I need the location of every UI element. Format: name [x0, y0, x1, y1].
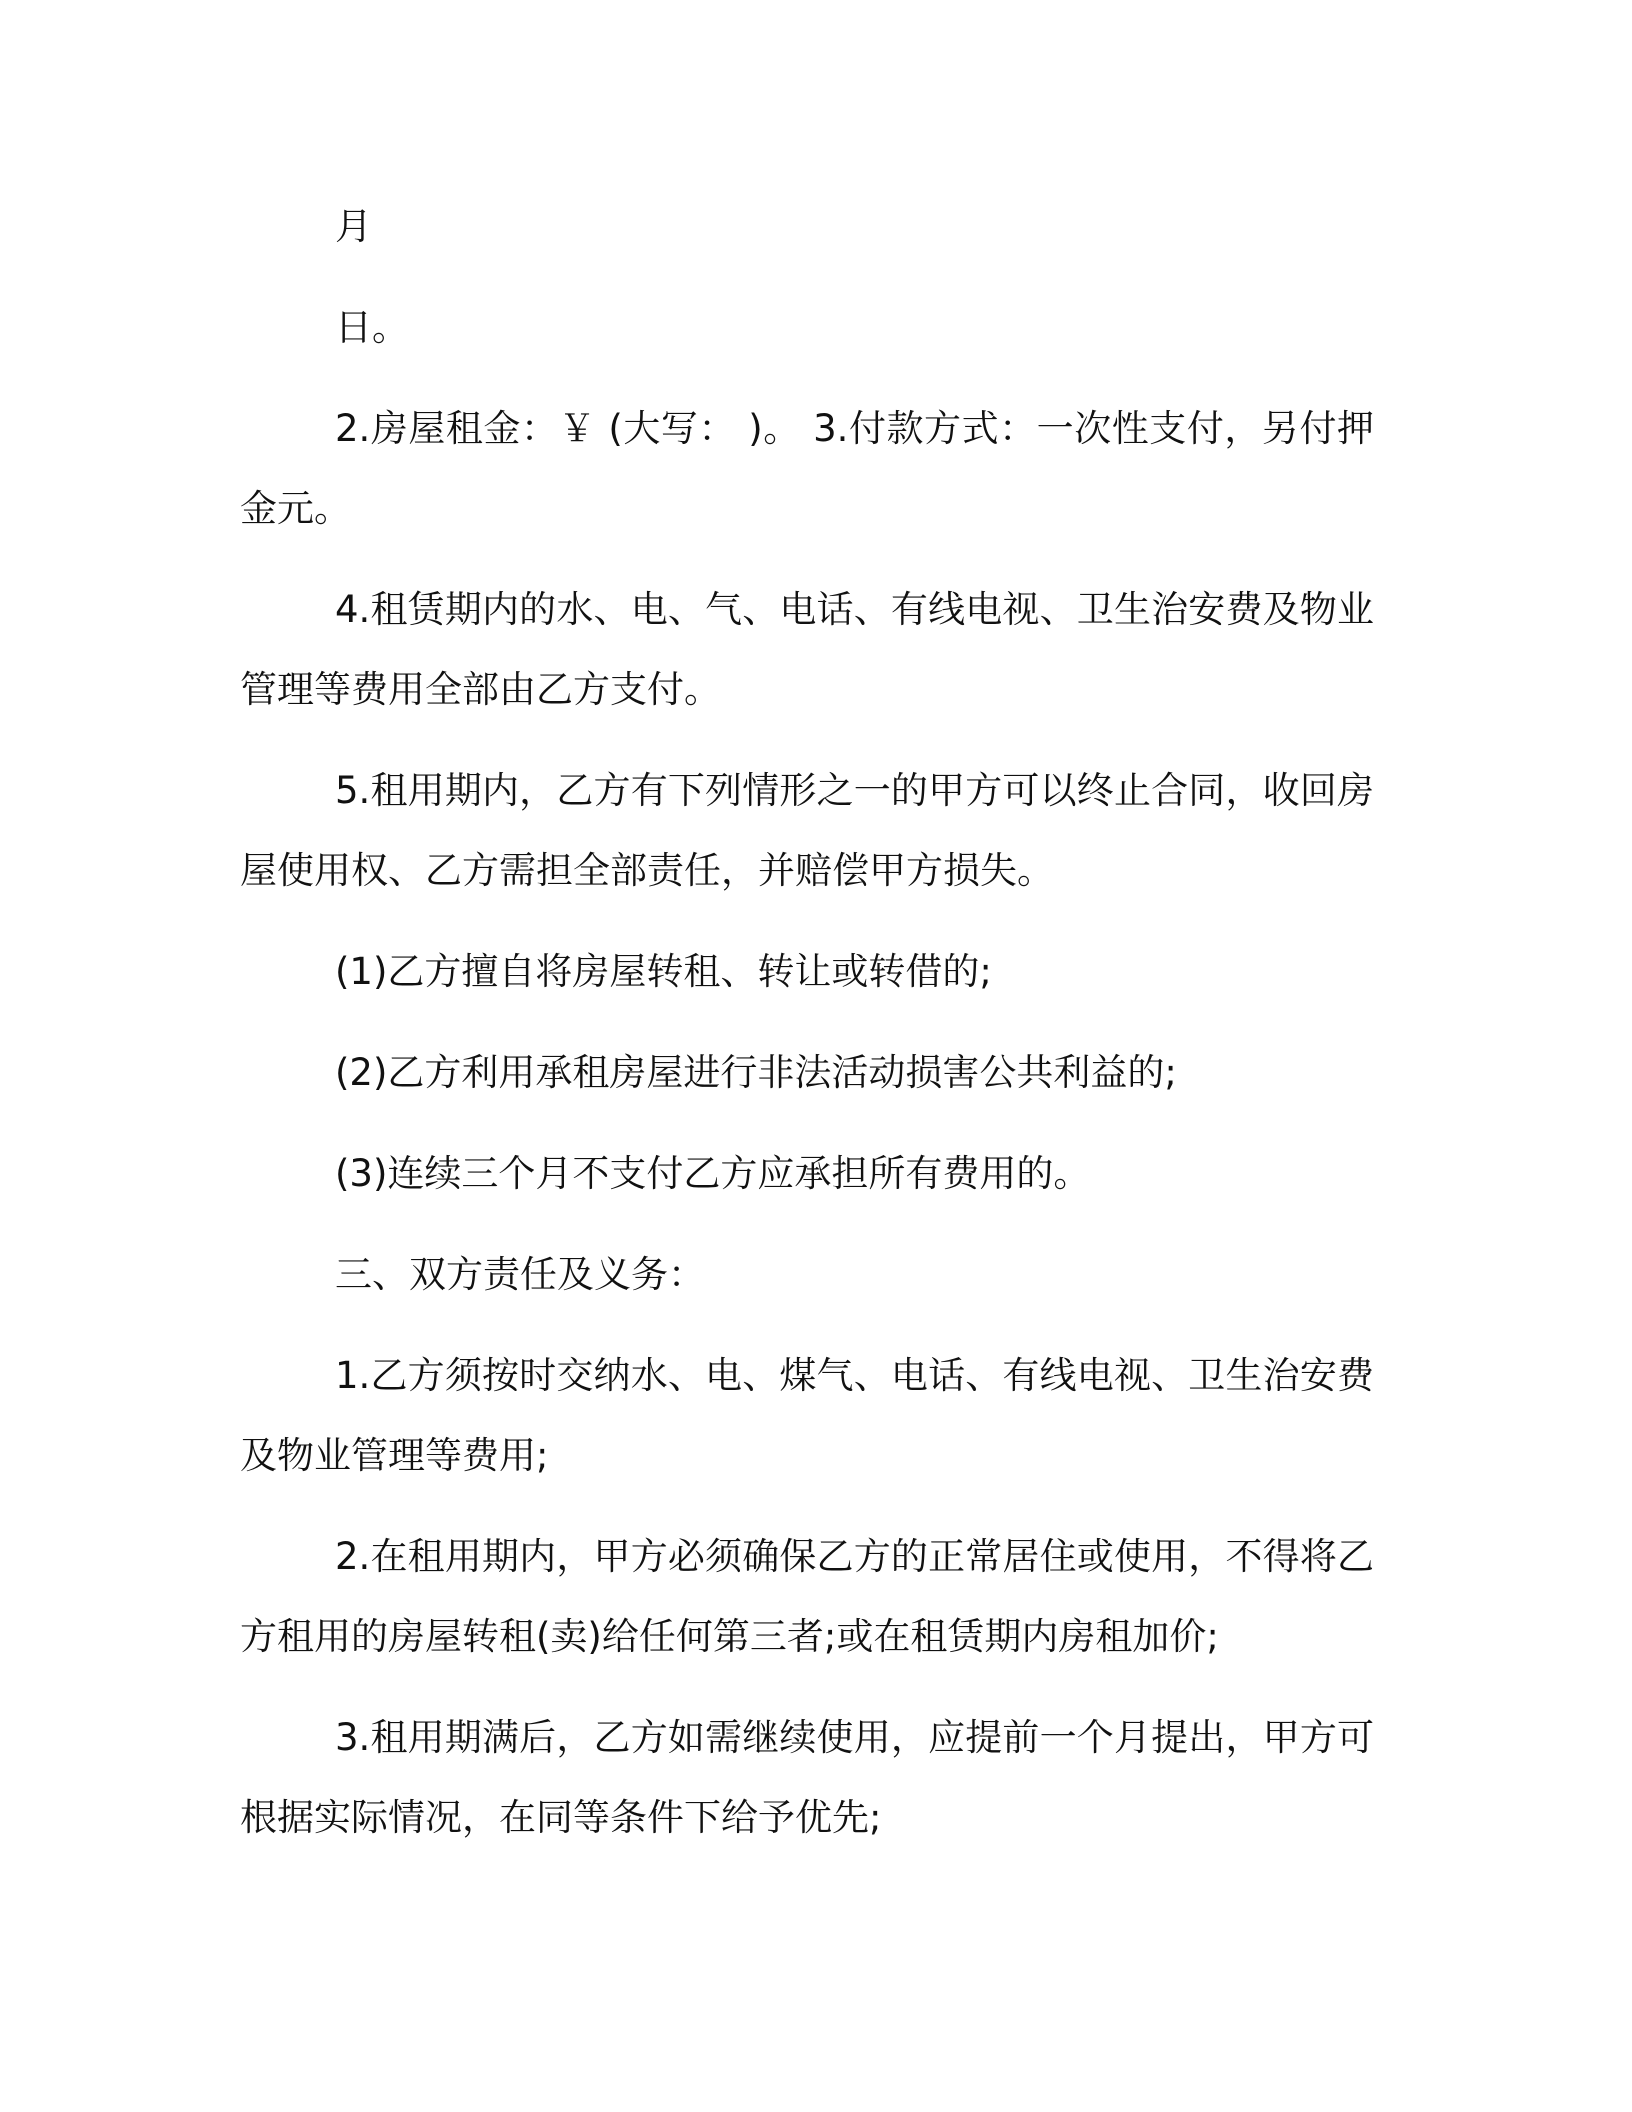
paragraph-rent-payment: 2.房屋租金：￥ (大写： )。 3.付款方式：一次性支付，另付押金元。	[240, 407, 1374, 530]
paragraph-day: 日。	[335, 306, 409, 349]
list-item-illegal-use: (2)乙方利用承租房屋进行非法活动损害公共利益的;	[335, 1051, 1177, 1094]
paragraph-landlord-guarantee: 2.在租用期内，甲方必须确保乙方的正常居住或使用，不得将乙方租用的房屋转租(卖)给任何第三者;或在租赁期内房租加价;	[240, 1535, 1374, 1658]
paragraph-month: 月	[335, 205, 372, 248]
paragraph-fees: 4.租赁期内的水、电、气、电话、有线电视、卫生治安费及物业管理等费用全部由乙方支付。	[240, 588, 1374, 711]
paragraph-renewal: 3.租用期满后，乙方如需继续使用，应提前一个月提出，甲方可根据实际情况，在同等条件下给予优先;	[240, 1716, 1374, 1839]
list-item-nonpayment: (3)连续三个月不支付乙方应承担所有费用的。	[335, 1152, 1091, 1195]
paragraph-termination: 5.租用期内，乙方有下列情形之一的甲方可以终止合同，收回房屋使用权、乙方需担全部责任，并赔偿甲方损失。	[240, 769, 1374, 892]
section-heading-responsibilities: 三、双方责任及义务：	[335, 1253, 705, 1296]
list-item-sublet: (1)乙方擅自将房屋转租、转让或转借的;	[335, 950, 992, 993]
document-body	[240, 187, 1374, 1879]
paragraph-tenant-fees: 1.乙方须按时交纳水、电、煤气、电话、有线电视、卫生治安费及物业管理等费用;	[240, 1354, 1374, 1477]
